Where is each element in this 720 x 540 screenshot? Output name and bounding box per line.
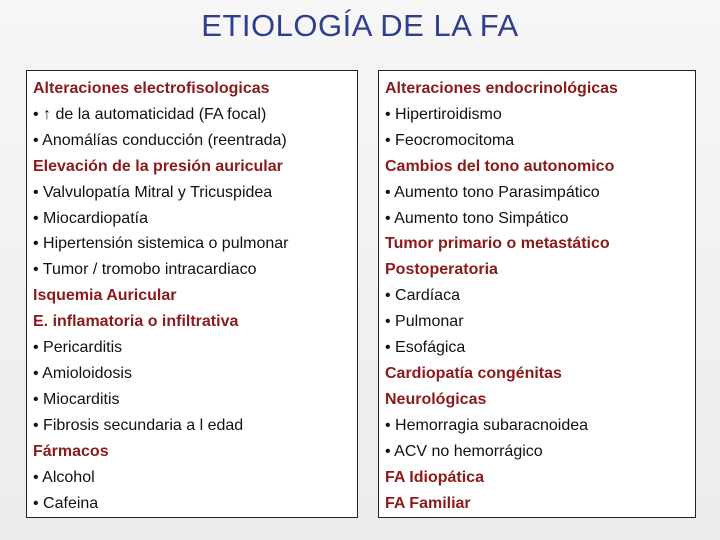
list-item-fibrosis-secundaria-a-l-edad: • Fibrosis secundaria a l edad	[33, 416, 244, 434]
list-item-hipertiroidismo: • Hipertiroidismo	[385, 105, 502, 123]
list-item-miocardiopatia: • Miocardiopatía	[33, 209, 148, 227]
list-item-alcohol: • Alcohol	[33, 468, 95, 486]
section-heading-fa-familiar: FA Familiar	[385, 494, 471, 512]
list-item-feocromocitoma: • Feocromocitoma	[385, 131, 515, 149]
list-item-pericarditis: • Pericarditis	[33, 339, 123, 357]
section-heading-isquemia-auricular: Isquemia Auricular	[33, 287, 177, 305]
list-item-esofagica: • Esofágica	[385, 339, 466, 357]
list-item-acv-no-hemorragico: • ACV no hemorrágico	[385, 442, 543, 460]
list-item-cafeina: • Cafeina	[33, 494, 99, 512]
list-item-amioloidosis: • Amioloidosis	[33, 364, 132, 382]
section-heading-e-inflamatoria-o-infiltrativa: E. inflamatoria o infiltrativa	[33, 313, 239, 331]
list-item-de-la-automaticidad-fa-focal: • ↑ de la automaticidad (FA focal)	[33, 105, 267, 123]
list-item-aumento-tono-parasimpatico: • Aumento tono Parasimpático	[385, 183, 600, 201]
section-heading-neurologicas: Neurológicas	[385, 390, 487, 408]
list-item-miocarditis: • Miocarditis	[33, 390, 120, 408]
list-item-valvulopatia-mitral-y-tricuspidea: • Valvulopatía Mitral y Tricuspidea	[33, 183, 273, 201]
right-column-box	[378, 70, 696, 518]
section-heading-alteraciones-electrofisologicas: Alteraciones electrofisologicas	[33, 80, 270, 97]
section-heading-cambios-del-tono-autonomico: Cambios del tono autonomico	[385, 157, 615, 175]
left-column-box	[26, 70, 358, 518]
section-heading-postoperatoria: Postoperatoria	[385, 261, 498, 279]
section-heading-cardiopatia-congenitas: Cardiopatía congénitas	[385, 364, 562, 382]
section-heading-alteraciones-endocrinologicas: Alteraciones endocrinológicas	[385, 80, 618, 97]
list-item-tumor-tromobo-intracardiaco: • Tumor / tromobo intracardiaco	[33, 261, 257, 279]
list-item-anomalias-conduccion-reentrada: • Anomálías conducción (reentrada)	[33, 131, 287, 149]
section-heading-elevacion-de-la-presion-auricular: Elevación de la presión auricular	[33, 157, 283, 175]
list-item-hipertension-sistemica-o-pulmonar: • Hipertensión sistemica o pulmonar	[33, 235, 289, 253]
list-item-aumento-tono-simpatico: • Aumento tono Simpático	[385, 209, 569, 227]
list-item-pulmonar: • Pulmonar	[385, 313, 464, 331]
list-item-cardiaca: • Cardíaca	[385, 287, 460, 305]
list-item-hemorragia-subaracnoidea: • Hemorragia subaracnoidea	[385, 416, 589, 434]
section-heading-tumor-primario-o-metastatico: Tumor primario o metastático	[385, 235, 610, 253]
section-heading-farmacos: Fármacos	[33, 442, 109, 460]
page-title: ETIOLOGÍA DE LA FA	[201, 8, 519, 43]
section-heading-fa-idiopatica: FA Idiopática	[385, 468, 484, 486]
